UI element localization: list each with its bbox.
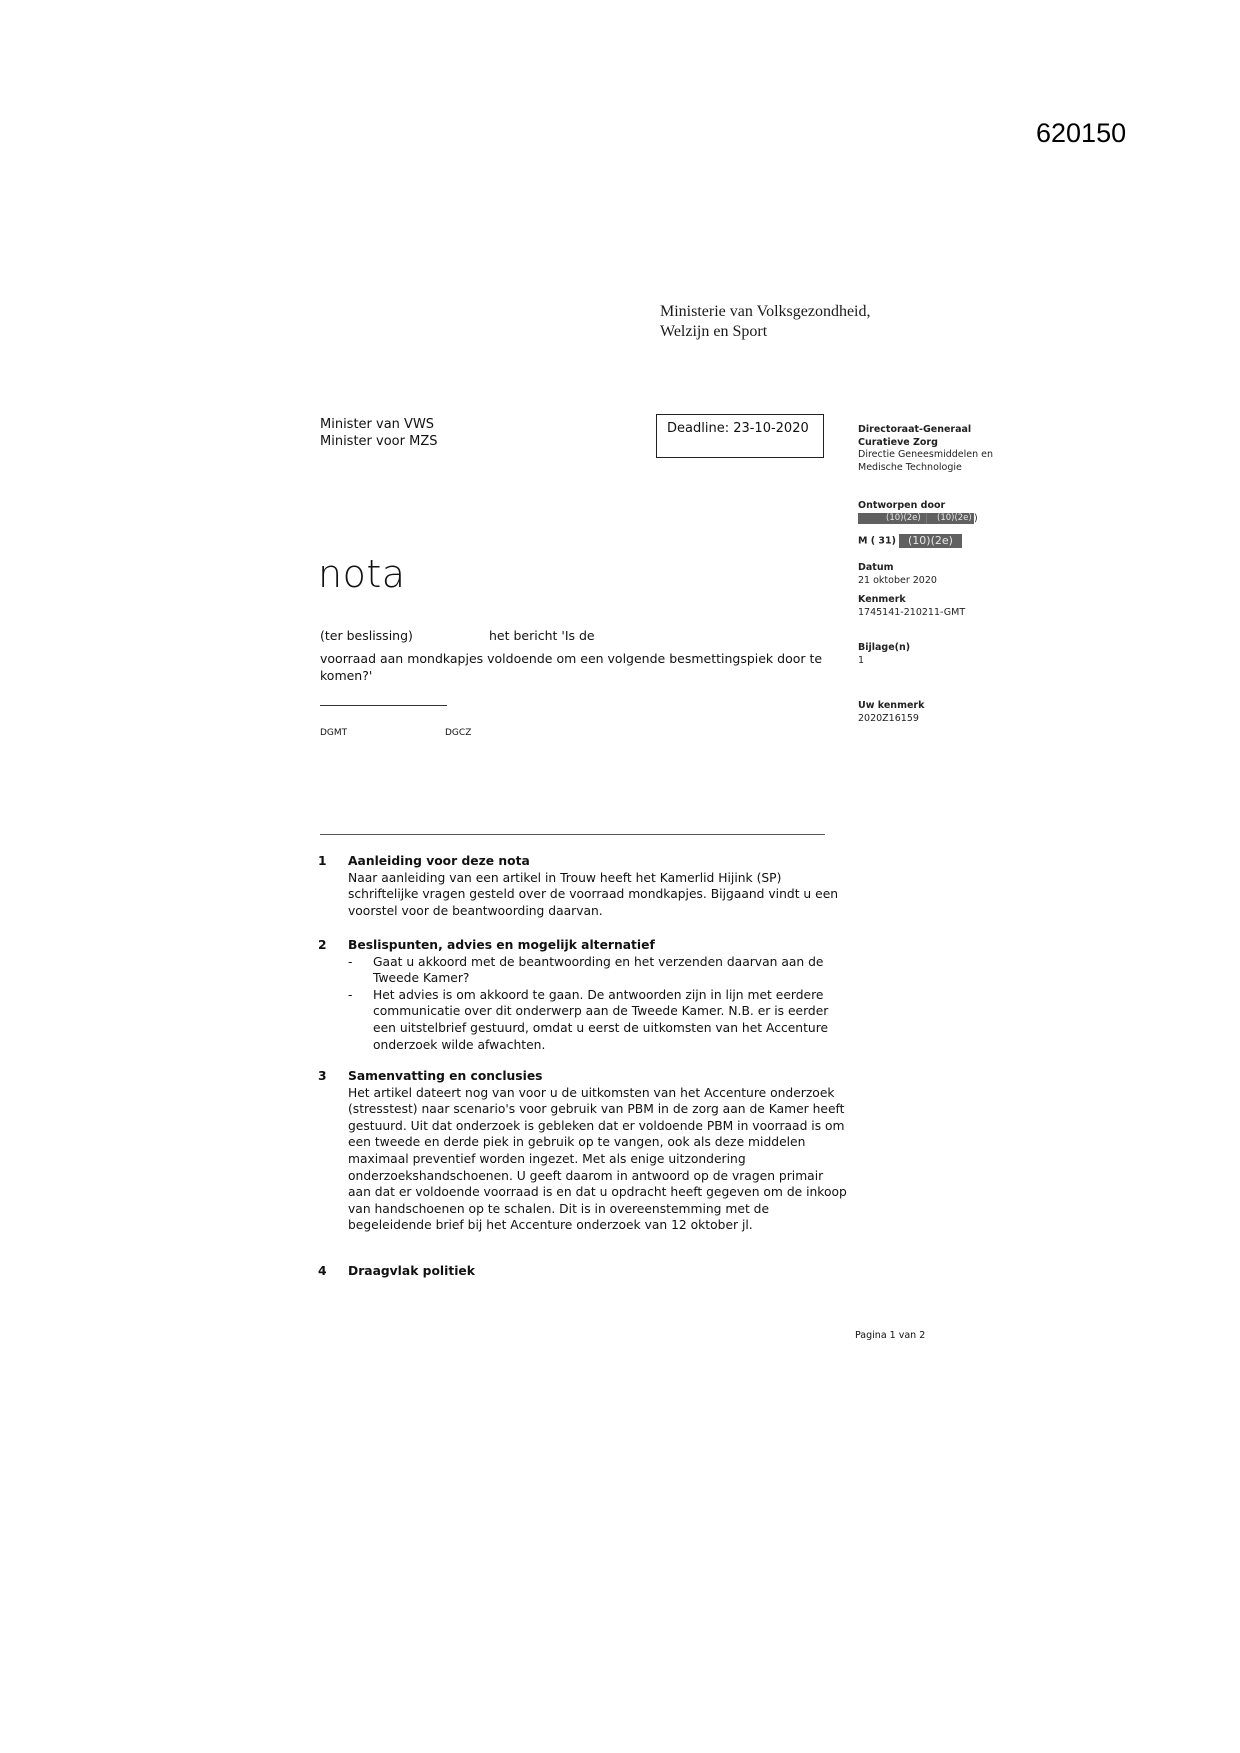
dg-name-line1: Directoraat-Generaal: [858, 424, 972, 435]
attachments-value: 1: [858, 654, 865, 666]
section-title: Aanleiding voor deze nota: [348, 854, 530, 868]
redaction-block: (10)(2e): [926, 513, 974, 524]
list-item-text: Gaat u akkoord met de beantwoording en het verzenden daarvan aan de Tweede Kamer?: [373, 954, 824, 986]
your-reference-label: Uw kenmerk: [858, 700, 925, 711]
section-number: 4: [318, 1264, 327, 1278]
reference-label: Kenmerk: [858, 594, 906, 605]
page-number: Pagina 1 van 2: [855, 1330, 926, 1341]
document-type-heading: nota: [318, 552, 406, 596]
redaction-block: (10)(2e): [899, 534, 962, 548]
your-reference-value: 2020Z16159: [858, 712, 919, 724]
document-number: 620150: [1036, 118, 1127, 148]
sidebar-department: [858, 424, 993, 474]
reference-value: 1745141-210211-GMT: [858, 606, 966, 618]
subject-start: het bericht 'Is de: [489, 628, 595, 643]
addressee: Minister voor MZS: [320, 434, 438, 449]
ministry-logo-text: [660, 302, 871, 342]
section-number: 1: [318, 854, 327, 868]
sidebar-your-reference: [858, 700, 924, 725]
signature-divider: [320, 705, 447, 706]
ministry-name-line1: Ministerie van Volksgezondheid,: [660, 303, 871, 320]
redaction-block: (10)(2e): [858, 513, 926, 524]
subject-continuation: voorraad aan mondkapjes voldoende om een volgende besmettingspiek door te komen?': [320, 651, 823, 683]
subject-decision-type: (ter beslissing): [320, 628, 413, 643]
directorate-line2: Medische Technologie: [858, 461, 962, 473]
date-value: 21 oktober 2020: [858, 574, 937, 586]
section-body: Het artikel dateert nog van voor u de uitkomsten van het Accenture onderzoek (stresstest) naar scenario's voor gebruik van PBM in de zorg aan de Kamer heeft gestuurd. Uit dat onderzoek is gebleken dat er voldoende PBM in voorraad is om een tweede en derde piek in gebruik op te vangen, ook als deze middelen maximaal preventief worden ingezet. Met als enige uitzondering onderzoekshandschoenen. U geeft daarom in antwoord op de vragen primair aan dat er voldoende voorraad is en dat u opdracht heeft gegeven om de inkoop van handschoenen op te schalen. Dit is in overeenstemming met de begeleidende brief bij het Accenture onderzoek van 12 oktober jl.: [348, 1085, 847, 1233]
addressees: [320, 416, 437, 450]
section-3: [318, 1068, 848, 1234]
sidebar-attachments: [858, 642, 910, 667]
list-item: [348, 954, 848, 987]
addressee: Minister van VWS: [320, 417, 435, 432]
section-body: Naar aanleiding van een artikel in Trouw heeft het Kamerlid Hijink (SP) schriftelijke vragen gesteld over de voorraad mondkapjes. Bijgaand vindt u een voorstel voor de beantwoording daarvan.: [348, 870, 839, 918]
section-2: [318, 937, 848, 1053]
deadline-box: [656, 414, 824, 458]
decision-points-list: [318, 954, 848, 1054]
section-title: Draagvlak politiek: [348, 1264, 475, 1278]
list-item-text: Het advies is om akkoord te gaan. De antwoorden zijn in lijn met eerdere communicatie over dit onderwerp aan de Tweede Kamer. N.B. er is eerder een uitstelbrief gestuurd, omdat u eerst de uitkomsten van het Accenture onderzoek wilde afwachten.: [373, 987, 829, 1052]
section-1: [318, 853, 848, 919]
ministry-name-line2: Welzijn en Sport: [660, 323, 768, 340]
directorate-line1: Directie Geneesmiddelen en: [858, 449, 994, 460]
section-number: 2: [318, 938, 327, 952]
signatory-dgcz: DGCZ: [445, 728, 472, 738]
sidebar-date: [858, 562, 937, 587]
section-divider: [320, 834, 825, 835]
bullet-dash: -: [348, 987, 353, 1002]
redaction-paren: ): [974, 512, 978, 524]
section-title: Samenvatting en conclusies: [348, 1069, 543, 1083]
sidebar-m-line: [858, 534, 962, 548]
bullet-dash: -: [348, 954, 353, 969]
deadline-text: Deadline: 23-10-2020: [667, 421, 809, 436]
section-title: Beslispunten, advies en mogelijk alternatief: [348, 938, 655, 952]
sidebar-reference: [858, 594, 965, 619]
sidebar-designed-by: [858, 500, 978, 525]
dg-name-line2: Curatieve Zorg: [858, 436, 938, 448]
designed-by-label: Ontworpen door: [858, 500, 946, 511]
m-label: M ( 31): [858, 535, 896, 547]
section-number: 3: [318, 1069, 327, 1083]
list-item: [348, 987, 848, 1053]
section-4: [318, 1263, 848, 1280]
attachments-label: Bijlage(n): [858, 642, 911, 653]
date-label: Datum: [858, 562, 894, 573]
signatory-dgmt: DGMT: [320, 728, 348, 738]
